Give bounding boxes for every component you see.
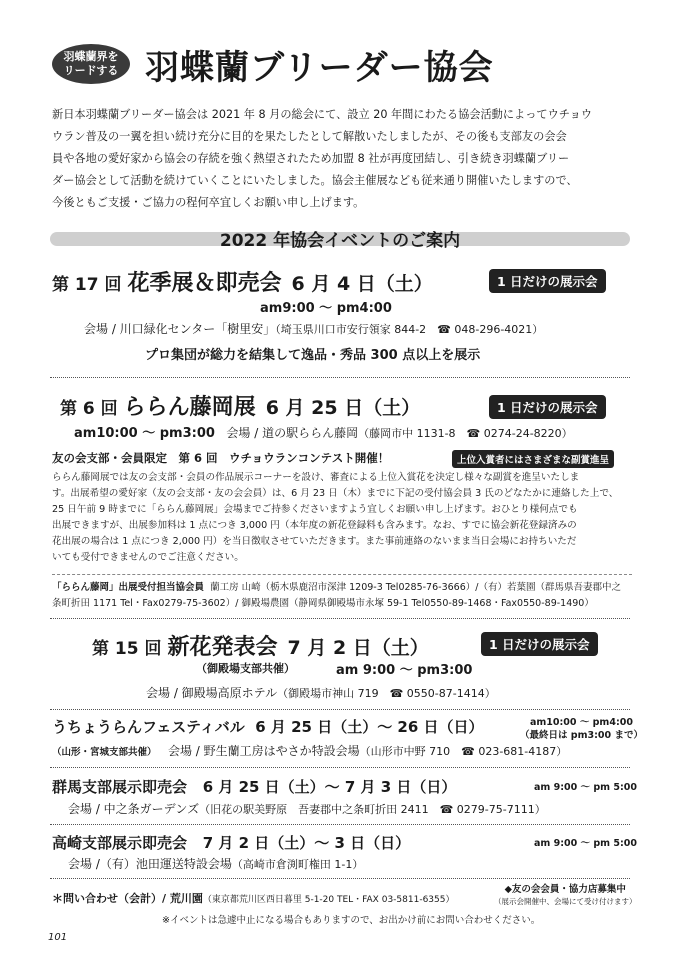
event5-name: 群馬支部展示即売会	[52, 778, 188, 796]
event3-date: 7 月 2 日（土）	[287, 637, 429, 659]
event4-time-note: （最終日は pm3:00 まで）	[520, 730, 643, 741]
event3-cohost: （御殿場支部共催）	[196, 662, 295, 675]
intro-line: 今後ともご支援・ご協力の程何卒宜しくお願い申し上げます。	[52, 196, 365, 209]
event5-date: 6 月 25 日（土）～ 7 月 3 日（日）	[202, 778, 457, 796]
event1-catchphrase: プロ集団が総力を結集して逸品・秀品 300 点以上を展示	[145, 348, 481, 363]
event6-address: （高崎市倉渕町権田 1-1）	[231, 858, 364, 871]
event3-venue: 会場 / 御殿場高原ホテル	[146, 686, 278, 700]
header-badge	[52, 44, 130, 84]
event5-title	[52, 776, 456, 797]
event2-details-line: 出展できますが、出展参加料は 1 点につき 3,000 円（本年度の新花登録料も含みます。なお、すでに協会新花登録済みの	[52, 520, 577, 531]
page-title: 羽蝶蘭ブリーダー協会	[145, 48, 494, 88]
event2-date: 6 月 25 日（土）	[265, 397, 421, 419]
event4-title	[52, 716, 484, 737]
event2-details-line: す。出展希望の愛好家（友の会支部・友の会会員）は、6 月 23 日（木）までに下記の受付協会員 3 氏のどなたかに連絡した上で、	[52, 488, 619, 499]
event2-details-line: いても受付できませんのでご注意ください。	[52, 552, 244, 563]
intro-line: 員や各地の愛好家から協会の存続を強く熱望されたため加盟 8 社が再度団結し、引き続き羽蝶蘭ブリー	[52, 152, 570, 165]
event4-venue: 会場 / 野生蘭工房はやさか特設会場	[167, 744, 360, 758]
event2-details-line: ららん藤岡展では友の会支部・会員の作品展示コーナーを設け、審査による上位入賞花を決定し様々な副賞を進呈いたしま	[52, 472, 580, 483]
event2-venue: 会場 / 道の駅ららん藤岡	[226, 426, 359, 440]
header-badge-line2: リードする	[63, 64, 119, 77]
intro-line: ダー協会として活動を続けていくことにいたしました。協会主催展なども従来通り開催いたしますので、	[52, 174, 578, 187]
event2-contacts-line: 条町折田 1171 Tel・Fax0279-75-3602）/ 御殿場農園（静岡県御殿場市永塚 59-1 Tel0550-89-1468・Fax0550-89-1490）	[52, 598, 594, 609]
event4-time: am10:00 ～ pm4:00	[529, 717, 633, 728]
event6-title	[52, 832, 410, 853]
footer-recruit-note: （展示会開催中、会場にて受け付けます）	[494, 897, 637, 906]
divider	[50, 377, 630, 378]
header-badge-line1: 羽蝶蘭界を	[63, 50, 119, 63]
event2-title	[60, 390, 420, 421]
event4-venue-line	[52, 742, 567, 759]
event1-title	[52, 266, 433, 297]
event5-address: （旧花の駅美野原 吾妻郡中之条町折田 2411 ☎ 0279-75-7111）	[199, 803, 546, 816]
divider	[50, 767, 630, 768]
event1-address: （埼玉県川口市安行領家 844-2 ☎ 048-296-4021）	[275, 323, 544, 336]
intro-line: 新日本羽蝶蘭ブリーダー協会は 2021 年 8 月の総会にて、設立 20 年間にわたる協会活動によってウチョウ	[52, 108, 593, 121]
divider	[50, 709, 630, 710]
event2-badge: 1 日だけの展示会	[489, 395, 606, 419]
section-title: 2022 年協会イベントのご案内	[219, 231, 461, 251]
event2-contacts	[52, 580, 621, 612]
event2-details	[52, 470, 618, 566]
event2-number: 第 6 回	[60, 399, 118, 419]
divider	[50, 878, 630, 879]
event2-address: （藤岡市中 1131-8 ☎ 0274-24-8220）	[358, 427, 573, 440]
event4-date: 6 月 25 日（土）～ 26 日（日）	[255, 718, 484, 736]
event3-address: （御殿場市神山 719 ☎ 0550-87-1414）	[277, 687, 496, 700]
event2-contest-badge: 上位入賞者にはさまざまな副賞進呈	[452, 450, 614, 468]
event4-time-block	[520, 716, 643, 742]
event5-time: am 9:00 ～ pm 5:00	[534, 782, 637, 793]
event1-badge: 1 日だけの展示会	[489, 269, 606, 293]
event3-title	[92, 630, 429, 661]
event1-time: am9:00 ～ pm4:00	[260, 301, 392, 316]
event2-contacts-label: 「ららん藤岡」出展受付担当協会員	[52, 582, 205, 593]
intro-paragraph	[52, 104, 637, 214]
event5-venue: 会場 / 中之条ガーデンズ	[68, 802, 200, 816]
footer-notice: ※イベントは急遽中止になる場合もありますので、お出かけ前にお問い合わせください。	[162, 915, 541, 926]
divider	[50, 824, 630, 825]
event1-venue-line	[84, 320, 543, 337]
event1-number: 第 17 回	[52, 275, 122, 295]
event4-cohost: （山形・宮城支部共催）	[52, 747, 157, 758]
page-number: 101	[48, 932, 68, 943]
event4-address: （山形市中野 710 ☎ 023-681-4187）	[359, 745, 568, 758]
event2-time: am10:00 ～ pm3:00	[74, 426, 215, 441]
event3-time: am 9:00 ～ pm3:00	[336, 663, 473, 678]
divider	[50, 618, 630, 619]
event5-venue-line	[68, 800, 546, 817]
event6-date: 7 月 2 日（土）～ 3 日（日）	[202, 834, 411, 852]
intro-line: ウラン普及の一翼を担い続け充分に目的を果たしたとして解散いたしましたが、その後も支部友の会会	[52, 130, 567, 143]
footer-contact	[52, 890, 454, 906]
event2-details-line: 25 日午前 9 時までに「ららん藤岡展」会場までご持参くださいますよう宜しくお願い申し上げます。おひとり様何点でも	[52, 504, 578, 515]
footer-recruit	[494, 884, 637, 908]
event2-contest-heading: 友の会支部・会員限定 第 6 回 ウチョウランコンテスト開催！	[52, 451, 390, 465]
event1-date: 6 月 4 日（土）	[291, 273, 433, 295]
event2-name: ららん藤岡展	[123, 395, 256, 420]
event3-number: 第 15 回	[92, 639, 162, 659]
footer-contact-label: ＊問い合わせ（会計）/ 荒川園	[52, 892, 203, 905]
event6-venue-line	[68, 855, 363, 872]
footer-recruit-heading: ◆友の会会員・協力店募集中	[504, 884, 626, 895]
event2-time-venue-line	[74, 422, 573, 441]
event3-venue-line	[146, 684, 496, 701]
event6-venue: 会場 /（有）池田運送特設会場	[68, 857, 232, 871]
event3-badge: 1 日だけの展示会	[481, 632, 598, 656]
footer-contact-address: （東京都荒川区西日暮里 5-1-20 TEL・FAX 03-5811-6355）	[202, 895, 455, 905]
event6-name: 高崎支部展示即売会	[52, 834, 188, 852]
event2-contacts-line: 蘭工房 山崎（栃木県鹿沼市深津 1209-3 Tel0285-76-3666）/（有）若葉園（群馬県吾妻郡中之	[210, 582, 621, 593]
event6-time: am 9:00 ～ pm 5:00	[534, 838, 637, 849]
event1-venue: 会場 / 川口緑化センター「樹里安」	[84, 322, 276, 336]
event3-name: 新花発表会	[167, 635, 278, 660]
event1-name: 花季展＆即売会	[127, 271, 282, 296]
event4-name: うちょうらんフェスティバル	[52, 718, 245, 736]
divider	[52, 574, 632, 575]
event2-details-line: 花出展の場合は 1 点につき 2,000 円）を当日徴収させていただきます。また事前連絡のないまま当日会場にお持ちいただ	[52, 536, 577, 547]
